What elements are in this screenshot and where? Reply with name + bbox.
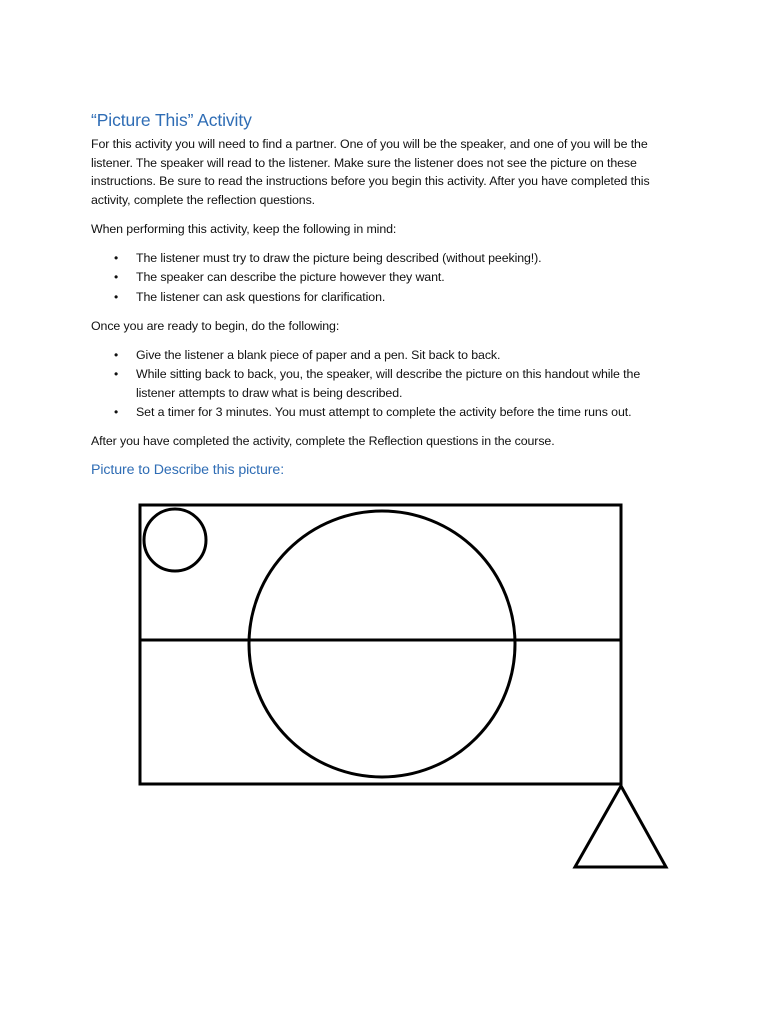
keep-in-mind-lead: When performing this activity, keep the following in mind: [91, 222, 397, 236]
picture-heading: Picture to Describe this picture: [91, 462, 285, 478]
list-item-text: While sitting back to back, you, the speaker, will describe the picture on this handout while the listener attempts to draw what is being described. [136, 367, 641, 400]
bullet-icon: • [114, 270, 119, 284]
steps-list [91, 346, 681, 422]
list-item [91, 249, 681, 269]
triangle [575, 786, 666, 867]
list-item [91, 403, 681, 422]
steps-lead: Once you are ready to begin, do the following: [91, 319, 340, 333]
list-item [91, 288, 681, 308]
document-title: “Picture This” Activity [91, 110, 252, 130]
closing-paragraph: After you have completed the activity, complete the Reflection questions in the course. [91, 433, 555, 448]
document-body [91, 108, 681, 480]
list-item-text: Give the listener a blank piece of paper and a pen. Sit back to back. [136, 347, 501, 362]
keep-in-mind-list [91, 249, 681, 308]
outer-rectangle [140, 505, 621, 784]
bullet-icon: • [114, 347, 119, 362]
intro-paragraph: For this activity you will need to find a partner. One of you will be the speaker, and one of you will be the listener. The speaker will read to the listener. Make sure the listener does not see the picture on these instructions. Be sure to read the instructions before you begin this activity. After you have completed this activity, complete the reflection questions. [91, 137, 650, 207]
bullet-icon: • [114, 289, 119, 304]
list-item [91, 346, 681, 365]
list-item-text: The listener must try to draw the picture being described (without peeking!). [136, 250, 542, 265]
large-circle [249, 511, 515, 777]
list-item [91, 268, 681, 288]
list-item-text: Set a timer for 3 minutes. You must attempt to complete the activity before the time runs out. [136, 405, 632, 419]
small-circle [144, 509, 206, 571]
bullet-icon: • [114, 405, 119, 419]
list-item [91, 365, 681, 402]
list-item-text: The speaker can describe the picture however they want. [136, 270, 445, 284]
list-item-text: The listener can ask questions for clarification. [136, 289, 386, 304]
bullet-icon: • [114, 367, 119, 381]
bullet-icon: • [114, 250, 119, 265]
